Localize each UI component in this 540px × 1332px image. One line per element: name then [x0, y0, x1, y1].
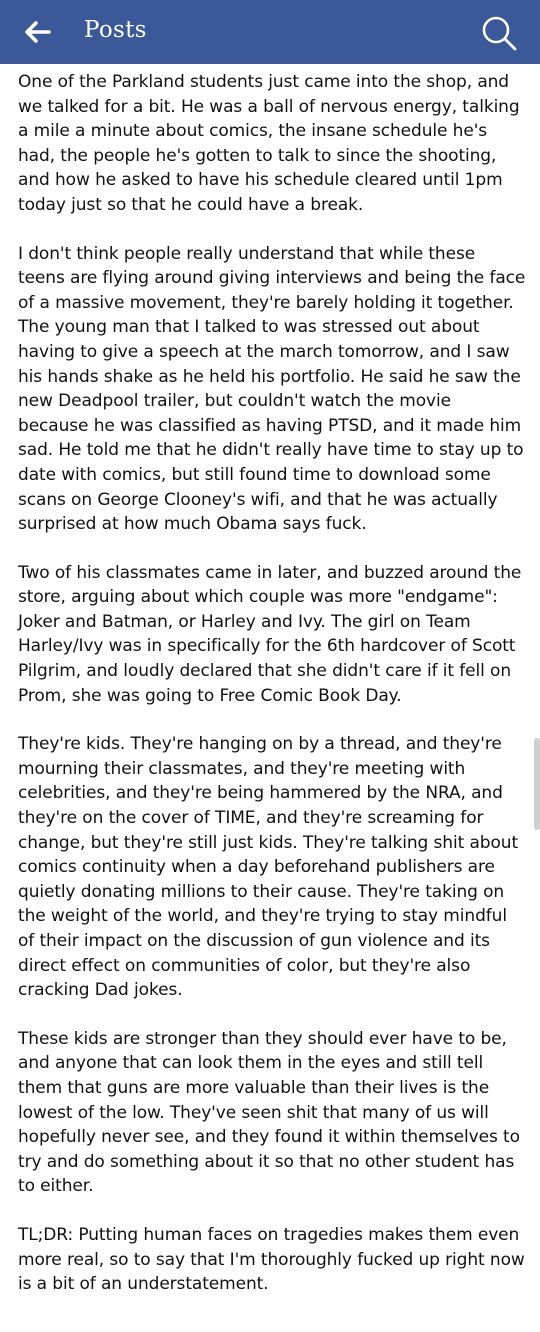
post-paragraph: Two of his classmates came in later, and buzzed around the store, arguing about which couple was more "endgame": Joker and Batman, or Harley and Ivy. The girl on Team Harley/Ivy was in specifically for the 6th hardcover of Scott Pilgrim, and loudly declared that she didn't care if it fell on Prom, she was going to Free Comic Book Day.: [18, 562, 522, 706]
post-body: [18, 70, 526, 1321]
page-title: Posts: [84, 17, 147, 43]
post-paragraph: I don't think people really understand that while these teens are flying around giving interviews and being the face of a massive movement, they're barely holding it together. The young man that I talked to was stressed out about having to give a speech at the march tomorrow, and I saw his hands shake as he held his portfolio. He said he saw the new Deadpool trailer, but couldn't watch the movie because he was classified as having PTSD, and it made him sad. He told me that he didn't really have time to stay up to date with comics, but still found time to download some scans on George Clooney's wifi, and that he was actually surprised at how much Obama says fuck.: [18, 243, 526, 535]
search-button[interactable]: [478, 12, 520, 54]
search-icon: [480, 14, 518, 52]
post-paragraph: These kids are stronger than they should ever have to be, and anyone that can look them in the eyes and still tell them that guns are more valuable than their lives is the lowest of the low. They've seen shit that many of us will hopefully never see, and they found it within themselves to try and do something about it so that no other student has to either.: [18, 1028, 520, 1197]
top-app-bar: [0, 0, 540, 64]
post-paragraph: They're kids. They're hanging on by a thread, and they're mourning their classmates, and they're meeting with celebrities, and they're being hammered by the NRA, and they're on the cover of TIME, and they're screaming for change, but they're still just kids. They're talking shit about comics continuity when a day beforehand publishers are quietly donating millions to their cause. They're taking on the weight of the world, and they're trying to stay mindful of their impact on the discussion of gun violence and its direct effect on communities of color, but they're also cracking Dad jokes.: [18, 734, 519, 1001]
post-paragraph: One of the Parkland students just came into the shop, and we talked for a bit. He was a ball of nervous energy, talking a mile a minute about comics, the insane schedule he's had, the people he's gotten to talk to since the shooting, and how he asked to have his schedule cleared until 1pm today just so that he could have a break.: [18, 72, 520, 215]
arrow-left-icon: [24, 20, 52, 44]
back-button[interactable]: [18, 14, 58, 50]
scrollbar-thumb[interactable]: [534, 738, 540, 830]
post-paragraph: TL;DR: Putting human faces on tragedies makes them even more real, so to say that I'm thoroughly fucked up right now is a bit of an understatement.: [18, 1224, 525, 1295]
